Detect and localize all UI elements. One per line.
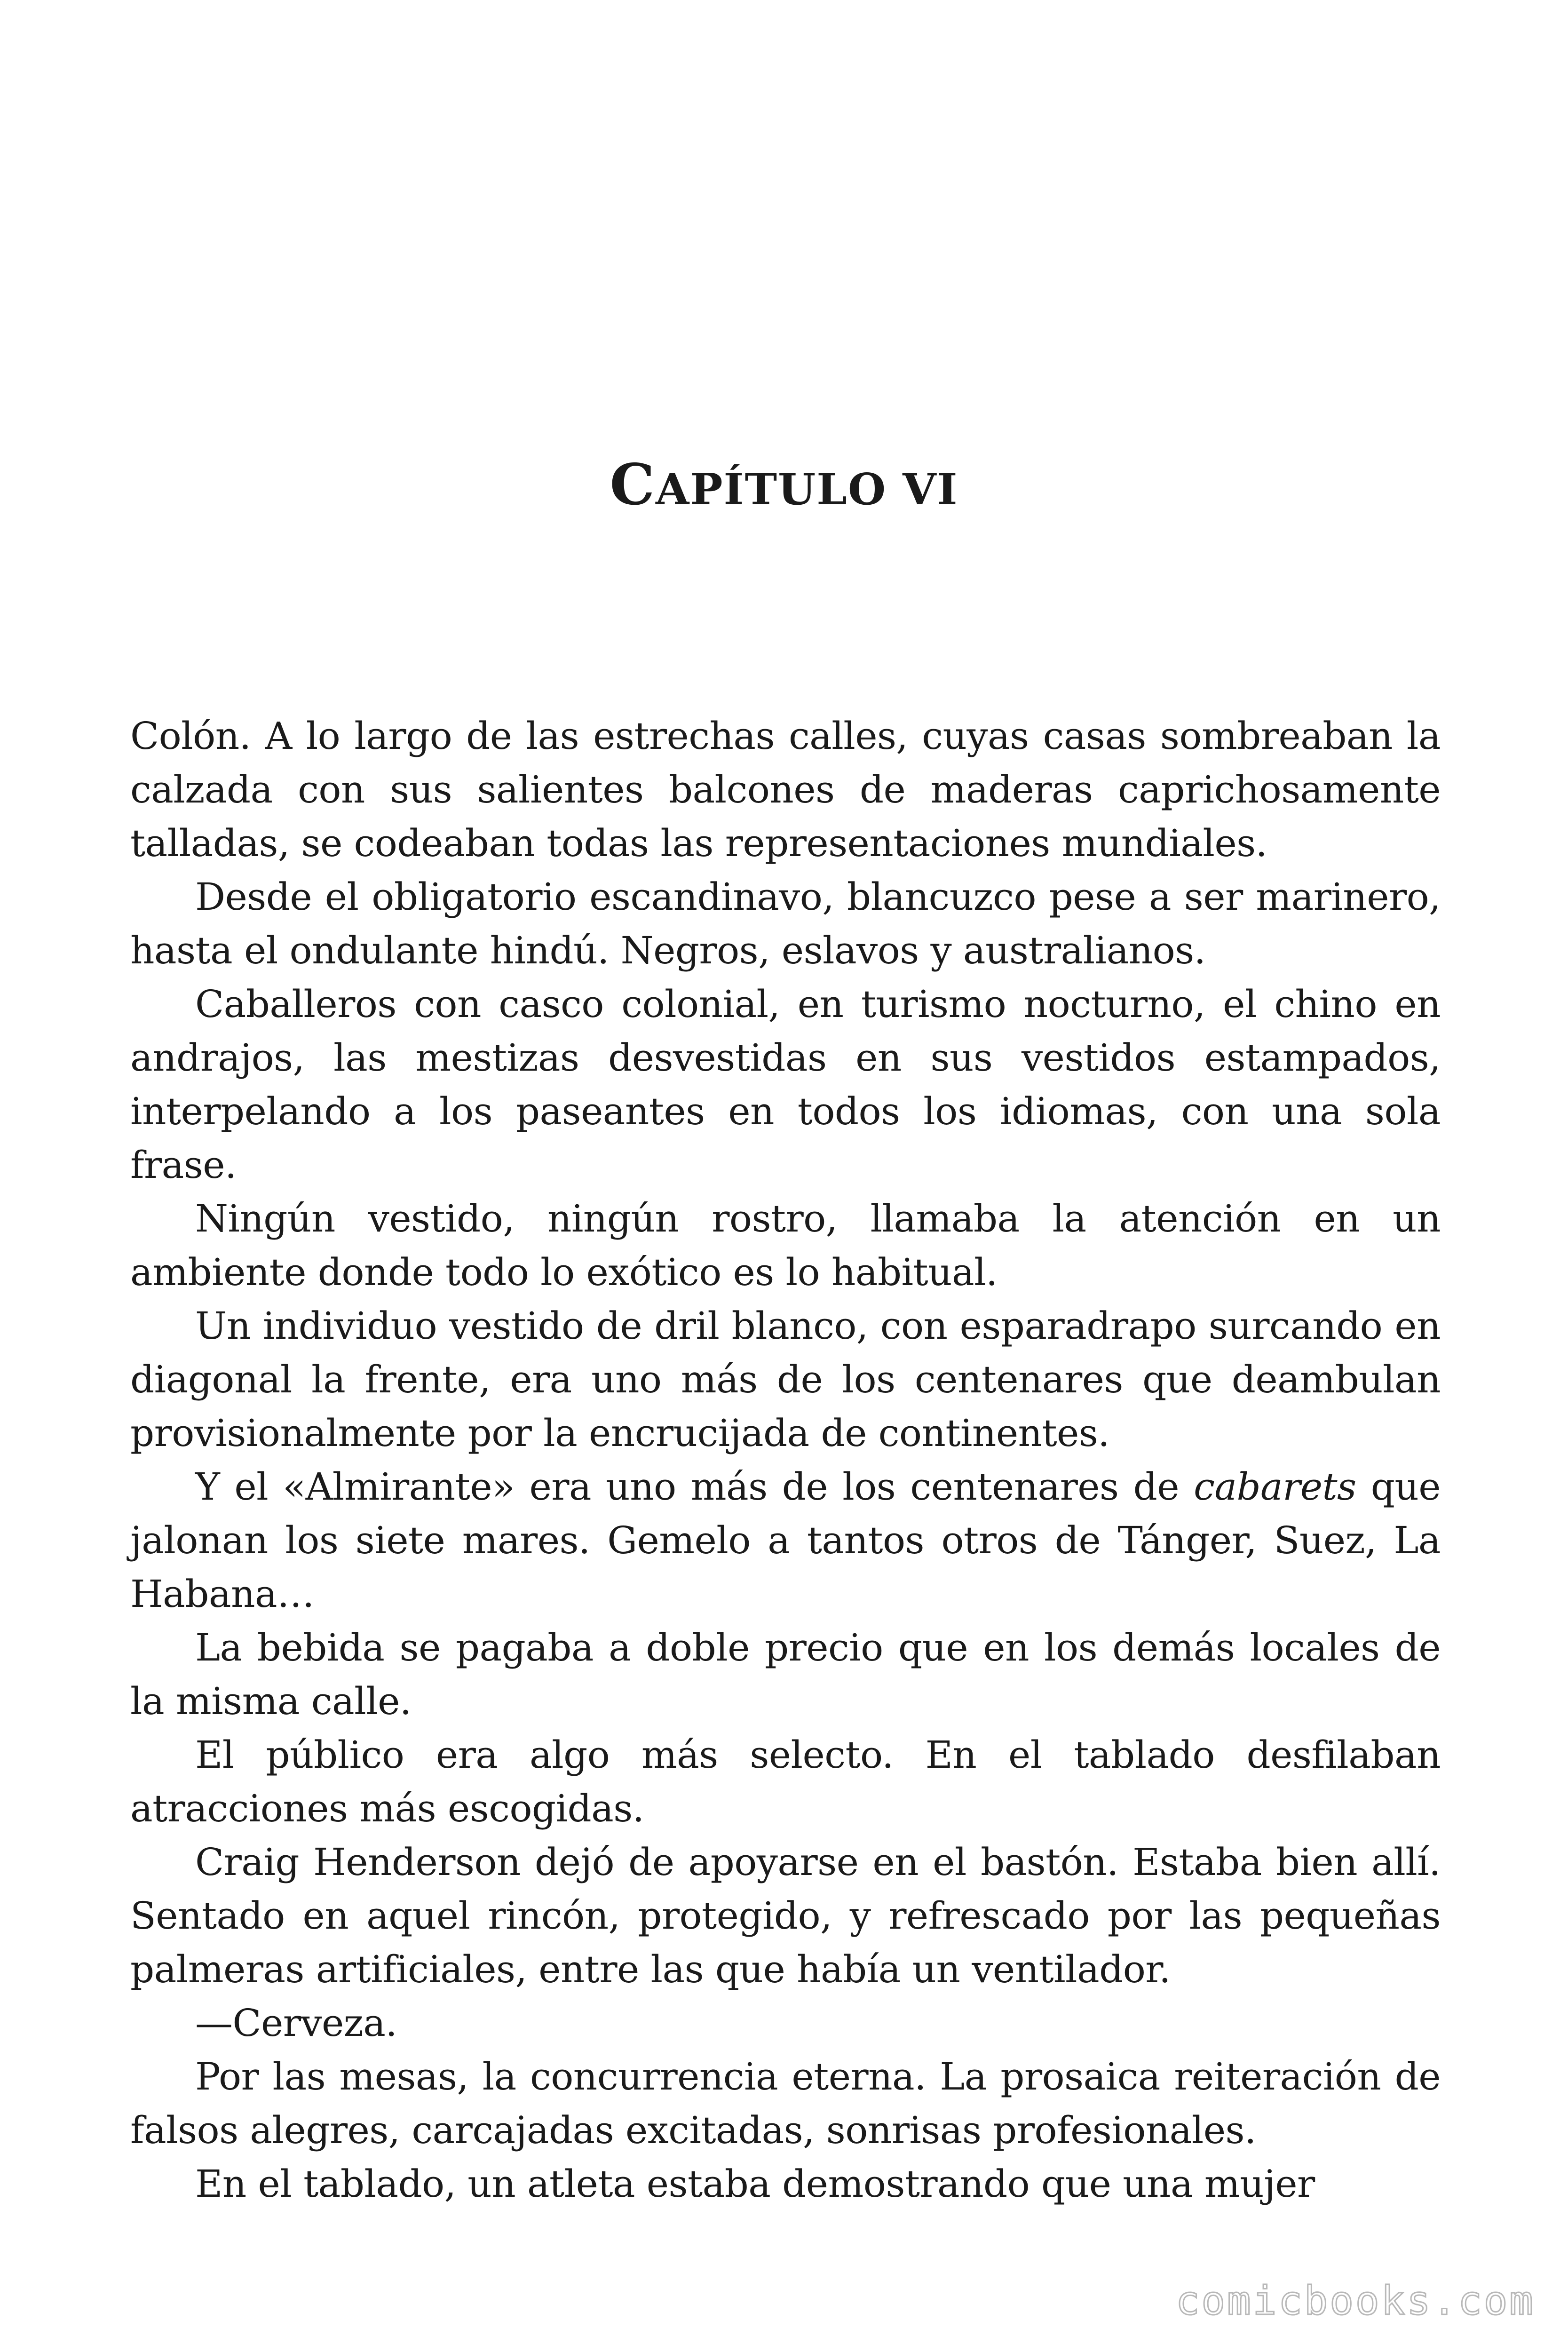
paragraph-6-italic-word: cabarets <box>1194 1465 1356 1509</box>
paragraph-5: Un individuo vestido de dril blanco, con esparadrapo surcando en diagonal la frente, era uno más de los centenares que deambulan provisionalmente por la encrucijada de continentes. <box>130 1304 1441 1455</box>
paragraph-7: La bebida se pagaba a doble precio que en los demás locales de la misma calle. <box>130 1626 1441 1723</box>
chapter-title <box>0 452 1568 518</box>
chapter-title-initial: C <box>610 452 656 518</box>
paragraph-2: Desde el obligatorio escandinavo, blancuzco pese a ser marinero, hasta el ondulante hindú. Negros, eslavos y australianos. <box>130 875 1441 972</box>
paragraph-11: Por las mesas, la concurrencia eterna. La prosaica reiteración de falsos alegres, carcajadas excitadas, sonrisas profesionales. <box>130 2055 1441 2152</box>
chapter-title-rest: APÍTULO VI <box>655 464 958 515</box>
paragraph-3: Caballeros con casco colonial, en turismo nocturno, el chino en andrajos, las mestizas desvestidas en sus vestidos estampados, interpelando a los paseantes en todos los idiomas, con una sola frase. <box>130 982 1441 1187</box>
paragraph-10: —Cerveza. <box>195 2001 397 2045</box>
paragraph-8: El público era algo más selecto. En el tablado desfilaban atracciones más escogidas. <box>130 1733 1441 1830</box>
chapter-body <box>130 709 1441 2211</box>
watermark: comicbooks.com <box>1175 2278 1535 2324</box>
paragraph-6-before: Y el «Almirante» era uno más de los centenares de <box>195 1465 1194 1509</box>
paragraph-9: Craig Henderson dejó de apoyarse en el bastón. Estaba bien allí. Sentado en aquel rincón, protegido, y refrescado por las pequeñas palmeras artificiales, entre las que había un ventilador. <box>130 1840 1441 1991</box>
paragraph-12: En el tablado, un atleta estaba demostrando que una mujer <box>195 2162 1315 2206</box>
paragraph-4: Ningún vestido, ningún rostro, llamaba la atención en un ambiente donde todo lo exótico es lo habitual. <box>130 1197 1441 1294</box>
paragraph-6-after: que jalonan los siete mares. Gemelo a tantos otros de Tánger, Suez, La Habana… <box>130 1465 1441 1616</box>
paragraph-6 <box>130 1460 1441 1621</box>
paragraph-1: Colón. A lo largo de las estrechas calles, cuyas casas sombreaban la calzada con sus salientes balcones de maderas caprichosamente talladas, se codeaban todas las representaciones mundiales. <box>130 714 1441 865</box>
